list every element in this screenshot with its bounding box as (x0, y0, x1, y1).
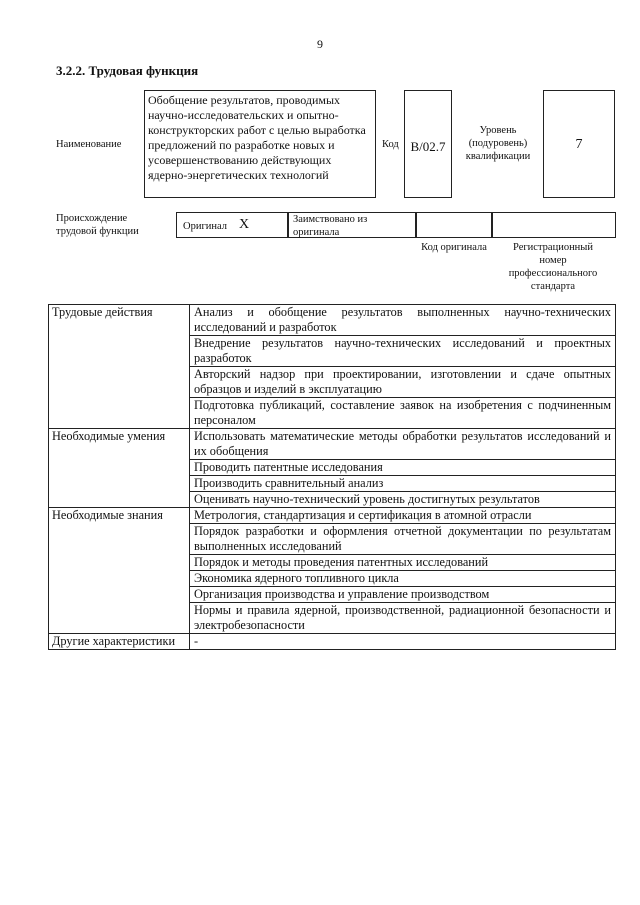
skill-item: Использовать математические методы обработки результатов исследований и их обобщения (190, 429, 616, 460)
knowledge-item: Организация производства и управление производством (190, 587, 616, 603)
reg-number-cell (492, 212, 616, 238)
section-heading: 3.2.2. Трудовая функция (56, 63, 199, 78)
borrowed-cell (288, 212, 416, 238)
other-label: Другие характеристики (49, 634, 190, 650)
skill-item: Проводить патентные исследования (190, 460, 616, 476)
table-row (49, 429, 616, 460)
origin-code-caption: Код оригинала (421, 242, 487, 253)
other-value: - (190, 634, 616, 650)
knowledge-item: Порядок разработки и оформления отчетной документации по результатам выполненных исследований (190, 524, 616, 555)
skills-label: Необходимые умения (49, 429, 190, 508)
page-number: 9 (317, 37, 323, 51)
skill-item: Производить сравнительный анализ (190, 476, 616, 492)
original-label: Оригинал (183, 221, 227, 232)
code-value: B/02.7 (410, 139, 446, 154)
origin-label: Происхождение трудовой функции (56, 213, 139, 237)
knowledge-item: Метрология, стандартизация и сертификация в атомной отрасли (190, 508, 616, 524)
labor-actions-label: Трудовые действия (49, 305, 190, 429)
original-cell (176, 212, 288, 238)
labor-action-item: Анализ и обобщение результатов выполненных научно-технических исследований и разработок (190, 305, 616, 336)
labor-action-item: Внедрение результатов научно-технических исследований и проектных разработок (190, 336, 616, 367)
name-label: Наименование (56, 139, 122, 150)
labor-action-item: Подготовка публикаций, составление заявок на изобретения с подчиненным персоналом (190, 398, 616, 429)
reg-number-caption: Регистрационный номер профессионального стандарта (508, 242, 598, 292)
level-label: Уровень (подуровень) квалификации (465, 125, 531, 162)
knowledge-item: Экономика ядерного топливного цикла (190, 571, 616, 587)
skill-item: Оценивать научно-технический уровень достигнутых результатов (190, 492, 616, 508)
knowledge-label: Необходимые знания (49, 508, 190, 634)
origin-row (176, 212, 616, 238)
knowledge-item: Нормы и правила ядерной, производственной, радиационной безопасности и электробезопасности (190, 603, 616, 634)
function-name-box: Обобщение результатов, проводимых научно-исследовательских и опытно-конструкторских работ с целью выработка предложений по разработке новых и усовершенствованию действующих ядерно-энергетических технологий (144, 90, 376, 198)
origin-code-cell (416, 212, 492, 238)
code-label: Код (382, 139, 399, 150)
borrowed-label: Заимствовано из оригинала (293, 214, 368, 238)
table-row (49, 508, 616, 524)
level-value-box (543, 90, 615, 198)
level-value: 7 (575, 137, 583, 152)
knowledge-item: Порядок и методы проведения патентных исследований (190, 555, 616, 571)
table-row (49, 634, 616, 650)
code-value-box (404, 90, 452, 198)
labor-function-table (48, 304, 616, 650)
labor-action-item: Авторский надзор при проектировании, изготовлении и сдаче опытных образцов и изделий в эксплуатацию (190, 367, 616, 398)
original-mark: X (239, 217, 250, 232)
table-row (49, 305, 616, 336)
